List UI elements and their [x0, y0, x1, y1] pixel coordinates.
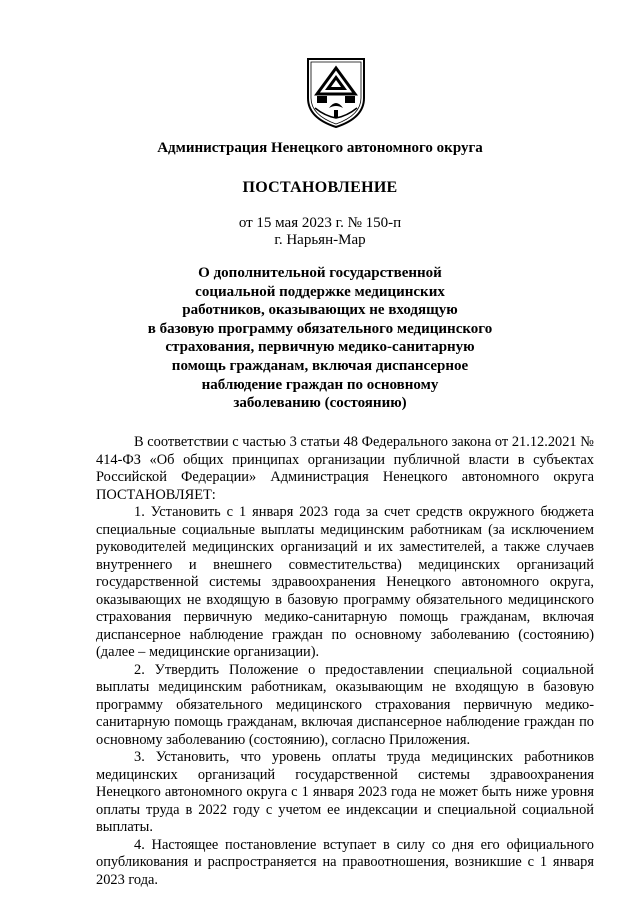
title-line: работников, оказывающих не входящую — [182, 302, 458, 319]
title-line: в базовую программу обязательного медицинского — [147, 320, 493, 337]
document-date-number: от 15 мая 2023 г. № 150-п — [238, 215, 402, 231]
clause-paragraph-4: 4. Настоящее постановление вступает в силу со дня его официального опубликования и распространяется на правоотношения, возникшие с 1 января 2023 года. — [96, 836, 594, 888]
title-line: помощь гражданам, включая диспансерное — [171, 357, 469, 374]
preamble-paragraph: В соответствии с частью 3 статьи 48 Федерального закона от 21.12.2021 № 414-ФЗ «Об общих принципах организации публичной власти в субъектах Российской Федерации» Администрация Ненецкого автономного округа ПОСТАНОВЛЯЕТ: — [96, 434, 594, 503]
title-line: страхования, первичную медико-санитарную — [165, 339, 475, 356]
title-line: социальной поддержке медицинских — [195, 283, 445, 300]
document-body — [96, 434, 594, 889]
coat-of-arms-emblem — [305, 56, 367, 130]
title-line: наблюдение граждан по основному — [201, 376, 439, 393]
document-type: ПОСТАНОВЛЕНИЕ — [242, 179, 398, 196]
title-line: заболеванию (состоянию) — [233, 395, 407, 412]
title-line: О дополнительной государственной — [198, 265, 442, 281]
clause-paragraph-2: 2. Утвердить Положение о предоставлении специальной социальной выплаты медицинским работникам, оказывающим не входящую в базовую программу обязательного медицинского страхования первичную медико-санитарную помощь гражданам, включая диспансерное наблюдение граждан по основному заболеванию (состоянию), согласно Приложения. — [96, 661, 594, 748]
document-title — [0, 264, 640, 413]
clause-paragraph-1: 1. Установить с 1 января 2023 года за счет средств окружного бюджета специальные социальные выплаты медицинским работникам (за исключением руководителей медицинских организаций и их заместителей, а также случаев внутреннего и внешнего совместительства) медицинских организаций государственной системы здравоохранения Ненецкого автономного округа, оказывающих не входящую в базовую программу обязательного медицинского страхования первичную медико-санитарную помощь гражданам, включая диспансерное наблюдение граждан по основному заболеванию (состоянию) (далее – медицинские организации). — [96, 504, 594, 660]
document-city: г. Нарьян-Мар — [274, 232, 366, 248]
clause-paragraph-3: 3. Установить, что уровень оплаты труда медицинских работников медицинских организаций государственной системы здравоохранения Ненецкого автономного округа с 1 января 2023 года не может быть ниже уровня оплаты труда в 2022 году с учетом ее индексации и специальной социальной выплаты. — [96, 749, 594, 835]
organization-name: Администрация Ненецкого автономного округа — [157, 140, 483, 156]
